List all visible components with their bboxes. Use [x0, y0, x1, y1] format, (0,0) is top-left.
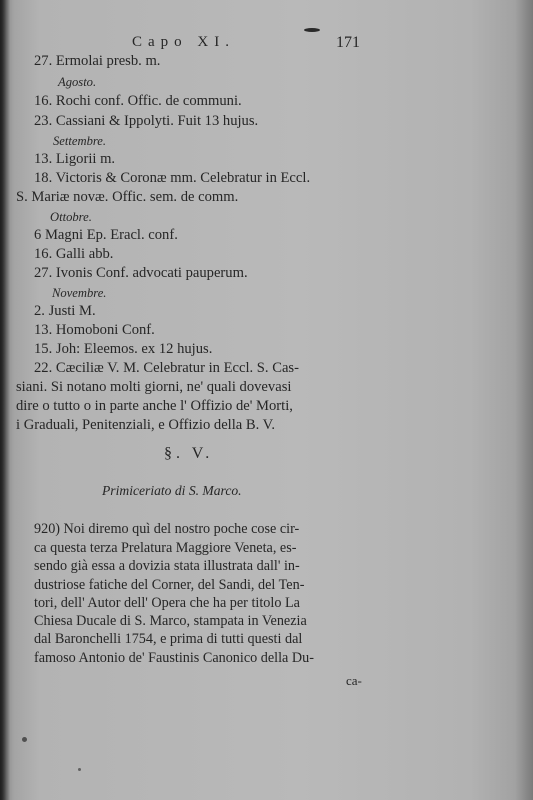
catchword: ca-	[346, 673, 362, 688]
paragraph-line: dustriose fatiche del Corner, del Sandi, del Ten-	[34, 577, 305, 593]
entry-line: 15. Joh: Eleemos. ex 12 hujus.	[34, 341, 213, 357]
paragraph-line: dal Baronchelli 1754, e prima di tutti questi dal	[34, 631, 303, 647]
entry-line: 16. Rochi conf. Offic. de communi.	[34, 93, 242, 109]
entry-line: 18. Victoris & Coronæ mm. Celebratur in Eccl.	[34, 170, 311, 186]
month-heading: Novembre.	[52, 286, 107, 300]
paragraph-line: famoso Antonio de' Faustinis Canonico della Du-	[34, 650, 314, 666]
entry-line: 13. Ligorii m.	[34, 151, 116, 167]
ink-spot	[78, 768, 81, 771]
entry-line: siani. Si notano molti giorni, ne' quali dovevasi	[16, 379, 292, 395]
paragraph-line: Chiesa Ducale di S. Marco, stampata in Venezia	[34, 613, 307, 629]
paragraph-line: tori, dell' Autor dell' Opera che ha per titolo La	[34, 595, 300, 611]
entry-line: 16. Galli abb.	[34, 246, 114, 262]
entry-line: i Graduali, Penitenziali, e Offizio della B. V.	[16, 417, 275, 433]
month-heading: Agosto.	[58, 75, 97, 89]
paragraph-line: ca questa terza Prelatura Maggiore Veneta, es-	[34, 540, 297, 556]
entry-line: 23. Cassiani & Ippolyti. Fuit 13 hujus.	[34, 113, 259, 129]
ink-spot	[22, 737, 27, 742]
month-heading: Ottobre.	[50, 210, 92, 224]
entry-line: S. Mariæ novæ. Offic. sem. de comm.	[16, 189, 239, 205]
entry-line: 6 Magni Ep. Eracl. conf.	[34, 227, 178, 243]
entry-line: 27. Ivonis Conf. advocati pauperum.	[34, 265, 248, 281]
entry-line: 13. Homoboni Conf.	[34, 322, 155, 338]
entry-line: dire o tutto o in parte anche l' Offizio de' Morti,	[16, 398, 293, 414]
running-head-title: Capo XI.	[132, 34, 235, 50]
page-number: 171	[336, 34, 360, 51]
entry-line: 2. Justi M.	[34, 303, 96, 319]
section-title: Primiceriato di S. Marco.	[102, 483, 242, 498]
paragraph-line: sendo già essa a dovizia stata illustrata dall' in-	[34, 558, 300, 574]
section-mark: §. V.	[164, 445, 214, 462]
paragraph-line: 920) Noi diremo quì del nostro poche cose cir-	[34, 521, 300, 537]
ink-spot	[304, 28, 320, 32]
entry-line: 22. Cæciliæ V. M. Celebratur in Eccl. S. Cas-	[34, 360, 299, 376]
entry-line: 27. Ermolai presb. m.	[34, 53, 161, 69]
month-heading: Settembre.	[53, 134, 107, 148]
running-head	[0, 34, 533, 54]
